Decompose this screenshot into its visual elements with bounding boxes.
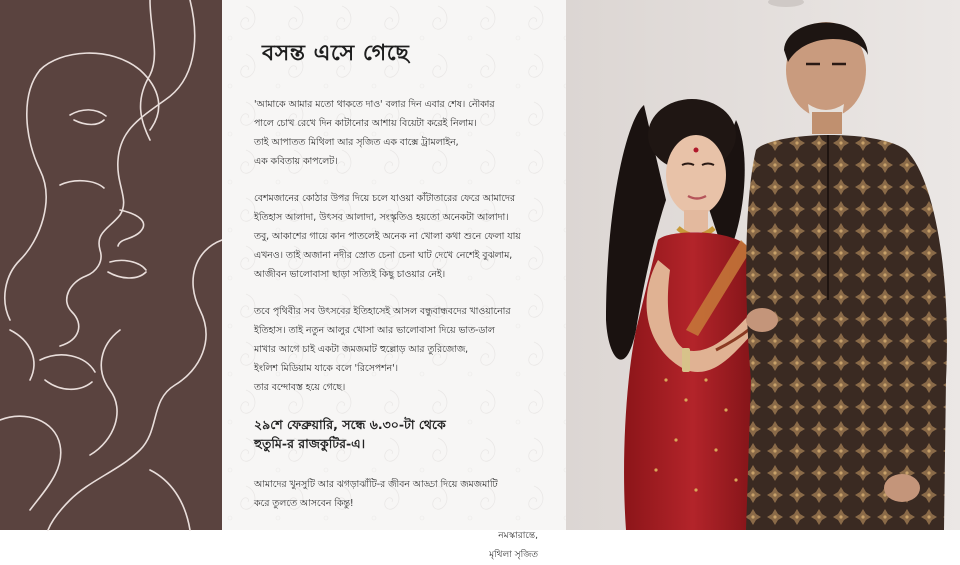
paragraph-request: [254, 475, 544, 513]
text-line: করে তুলতে আসবেন কিন্তু!: [254, 498, 354, 509]
text-line: 'আমাকে আমার মতো থাকতে দাও' বলার দিন এবার শেষ। নৌকার: [254, 99, 495, 110]
couple-photo-illustration: [566, 0, 960, 530]
text-line: এখনও। তাই অজানা নদীর স্রোত চেনা চেনা ঘাট দেখে নেশেই বুঝলাম,: [254, 250, 513, 261]
text-line: ইতিহাস আলাদা, উৎসব আলাদা, সংস্কৃতিও হয়তো অনেকটা আলাদা।: [254, 212, 509, 223]
text-line: তবু, আকাশের গায়ে কান পাতলেই অনেক না খোলা কথা শুনে ফেলা যায়: [254, 231, 521, 242]
closing-signature: [254, 527, 544, 565]
text-line: মাখার আগে চাই একটা জমজমাট হুল্লোড় আর তুরিজোজ,: [254, 344, 469, 355]
couple-photo: [566, 0, 960, 530]
text-line: ইংলিশ মিডিয়াম যাকে বলে 'রিসেপশন'।: [254, 363, 398, 374]
line-art-panel: [0, 0, 222, 530]
event-details: [254, 415, 544, 453]
event-venue: হুতুমি-র রাজকুটির-এ।: [254, 436, 366, 451]
text-line: তার বন্দোবস্ত হয়ে গেছে।: [254, 382, 346, 393]
event-date-time: ২৯শে ফেব্রুয়ারি, সন্ধে ৬.৩০-টা থেকে: [254, 417, 446, 432]
paragraph-intro: [254, 95, 544, 171]
closing-greeting: নমস্কারান্তে,: [498, 531, 538, 541]
line-art-faces-image: [0, 0, 222, 530]
text-line: পালে চোখ রেখে দিন কাটানোর আশায় বিয়েটা করেই নিলাম।: [254, 118, 477, 129]
text-line: এক কবিতায় কাপলেট।: [254, 156, 338, 167]
text-line: আজীবন ভালোবাসা ছাড়া সত্যিই কিছু চাওয়ার নেই।: [254, 269, 446, 280]
text-line: ইতিহাস। তাই নতুন আলুর খোসা আর ভালোবাসা দিয়ে ভাত-ডাল: [254, 325, 495, 336]
paragraph-history: [254, 189, 544, 284]
text-line: তবে পৃথিবীর সব উৎসবের ইতিহাসেই আসল বন্ধুবান্ধবদের খাওয়ানোর: [254, 306, 511, 317]
invitation-card: [222, 0, 566, 560]
text-line: বেশমজানের কোঠার উপর দিয়ে চলে যাওয়া কাঁটাতারের ফেরে আমাদের: [254, 193, 516, 204]
invitation-title: বসন্ত এসে গেছে: [262, 40, 410, 66]
text-line: আমাদের খুনসুটি আর ঝগড়াঝাঁটি-র জীবন আড্ডা দিয়ে জমজমাটি: [254, 479, 498, 490]
text-line: তাই আপাতত মিথিলা আর সৃজিত এক বাক্সে ট্রামলাইন,: [254, 137, 459, 148]
closing-names: মৃথিলা সৃজিত: [489, 550, 538, 560]
paragraph-reception: [254, 302, 544, 397]
